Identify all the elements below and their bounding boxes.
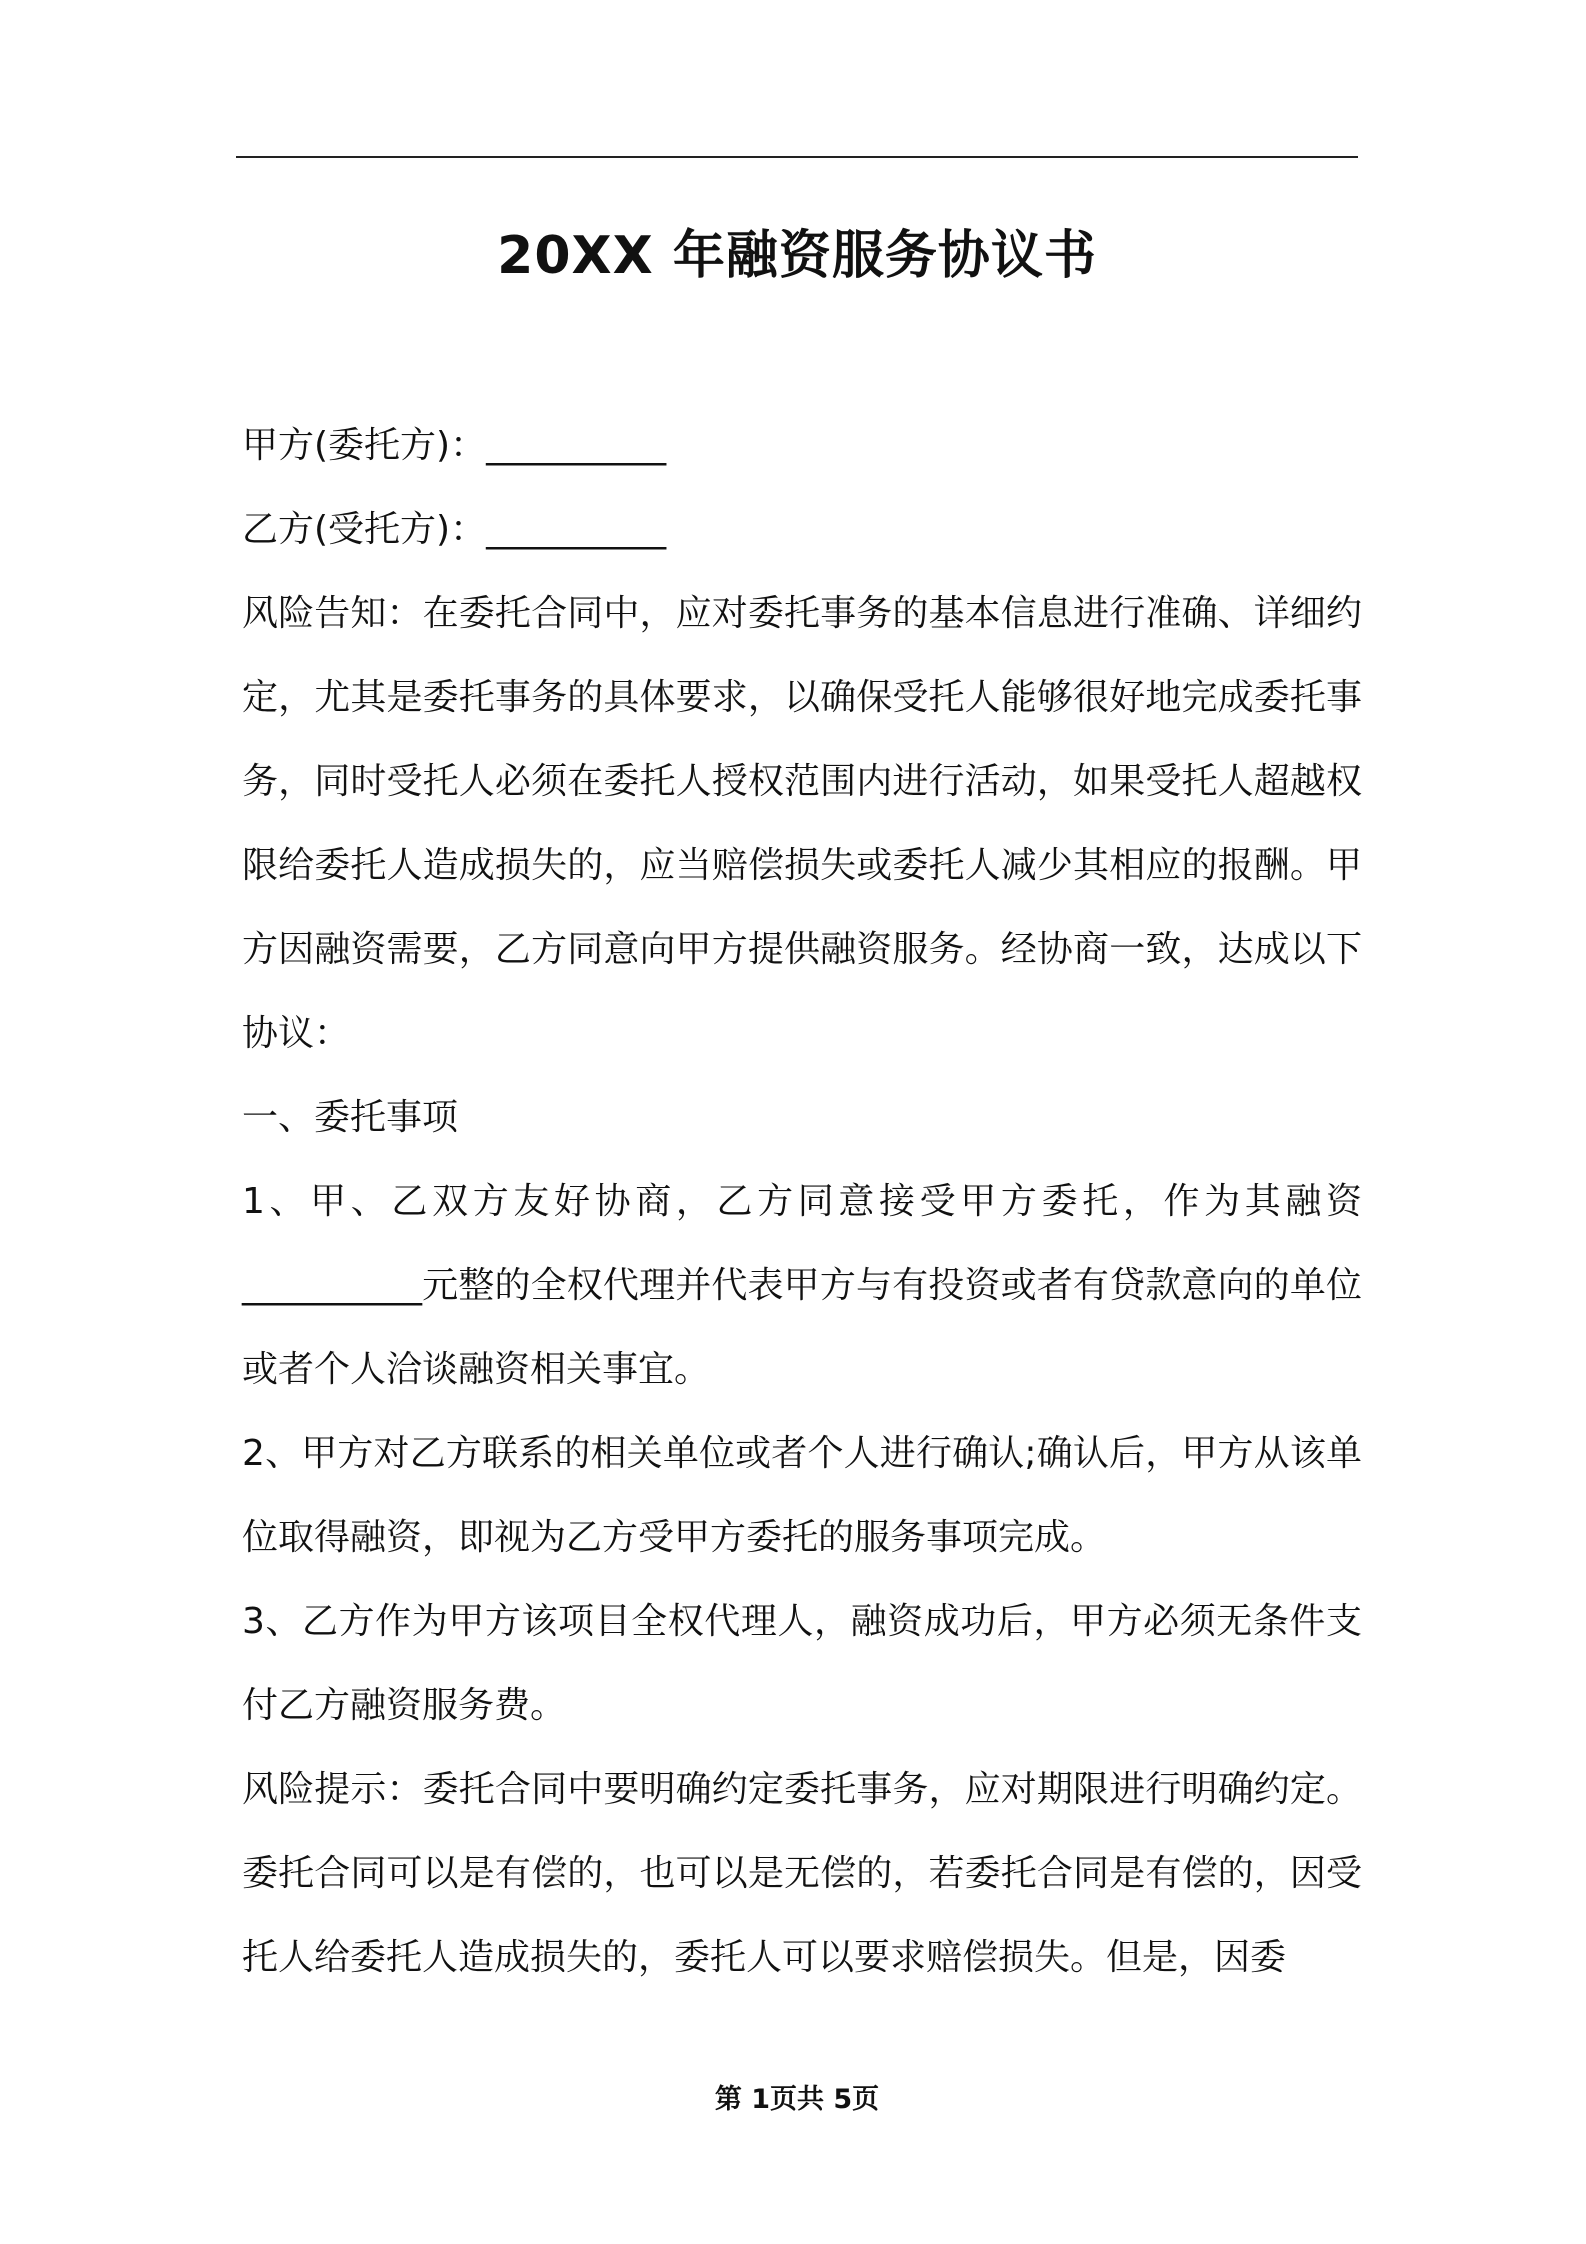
page-number: 第 1页共 5页 [714,2084,880,2115]
clause-2: 2、甲方对乙方联系的相关单位或者个人进行确认;确认后，甲方从该单位取得融资，即视为乙方受甲方委托的服务事项完成。 [242,1433,1362,1558]
clause-3: 3、乙方作为甲方该项目全权代理人，融资成功后，甲方必须无条件支付乙方融资服务费。 [242,1601,1362,1726]
clause-1: 1、甲、乙双方友好协商，乙方同意接受甲方委托，作为其融资__________元整的全权代理并代表甲方与有投资或者有贷款意向的单位或者个人洽谈融资相关事宜。 [242,1181,1362,1390]
risk-tip-paragraph: 风险提示：委托合同中要明确约定委托事务，应对期限进行明确约定。委托合同可以是有偿的，也可以是无偿的，若委托合同是有偿的，因受托人给委托人造成损失的，委托人可以要求赔偿损失。但是，因委 [242,1769,1362,1978]
document-title: 20XX 年融资服务协议书 [497,226,1097,286]
party-a-line: 甲方(委托方)：__________ [242,425,667,466]
party-b-line: 乙方(受托方)：__________ [242,509,667,550]
risk-notice-paragraph: 风险告知：在委托合同中，应对委托事务的基本信息进行准确、详细约定，尤其是委托事务的具体要求，以确保受托人能够很好地完成委托事务，同时受托人必须在委托人授权范围内进行活动，如果受托人超越权限给委托人造成损失的，应当赔偿损失或委托人减少其相应的报酬。甲方因融资需要，乙方同意向甲方提供融资服务。经协商一致，达成以下协议： [242,593,1362,1054]
section-heading-entrusted-matters: 一、委托事项 [242,1097,459,1138]
document-body [242,404,1362,2000]
header-rule [236,156,1358,158]
